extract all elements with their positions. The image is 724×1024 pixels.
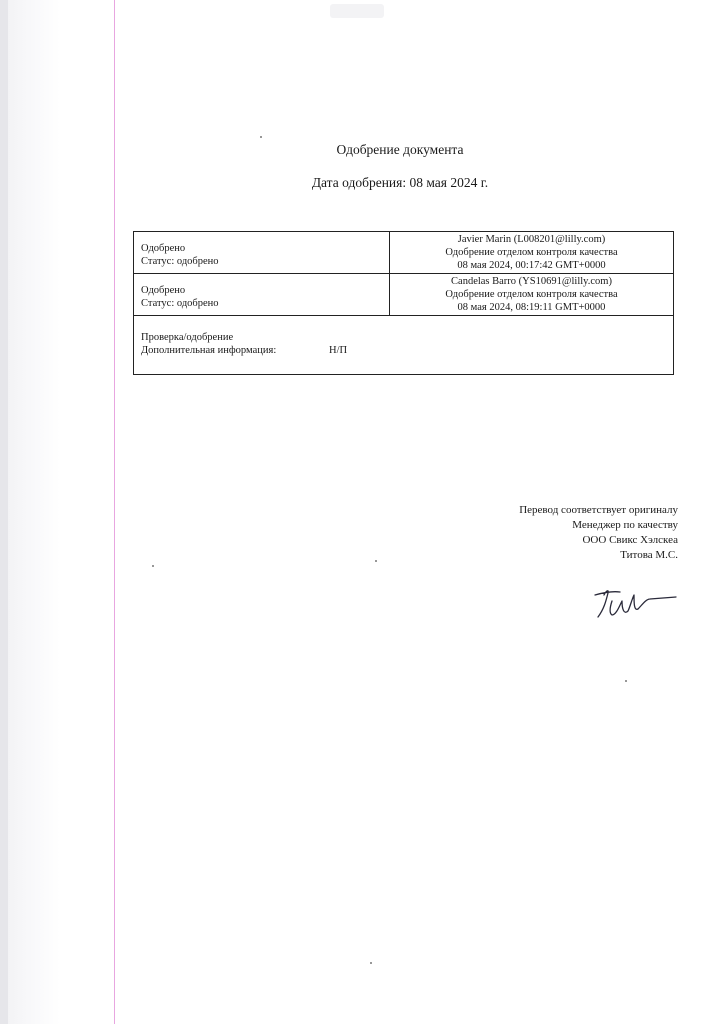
- scan-smudge: [330, 4, 384, 18]
- approver-cell: [390, 232, 673, 273]
- review-label: Проверка/одобрение: [141, 332, 234, 343]
- approval-row: [134, 274, 673, 316]
- approval-status: Статус: одобрено: [141, 298, 219, 309]
- additional-info-value: Н/П: [329, 345, 348, 356]
- scan-speck: [152, 565, 154, 567]
- translation-note-line: Перевод соответствует оригиналу: [519, 504, 678, 516]
- approval-timestamp: 08 мая 2024, 00:17:42 GMT+0000: [457, 260, 606, 271]
- handwritten-signature: [592, 585, 682, 625]
- approval-status-cell: [134, 232, 390, 273]
- document-title: Одобрение документа: [336, 142, 464, 157]
- translator-name: Титова М.С.: [620, 549, 678, 561]
- approval-row: [134, 232, 673, 274]
- approval-table: [133, 231, 674, 375]
- translation-note-line: ООО Свикс Хэлскеа: [582, 534, 678, 546]
- approver-name: Candelas Barro (YS10691@lilly.com): [451, 276, 612, 287]
- approver-role: Одобрение отделом контроля качества: [445, 247, 618, 258]
- translation-note-line: Менеджер по качеству: [572, 519, 678, 531]
- approval-label: Одобрено: [141, 243, 186, 254]
- approval-label: Одобрено: [141, 285, 186, 296]
- approver-name: Javier Marin (L008201@lilly.com): [457, 234, 606, 245]
- approver-role: Одобрение отделом контроля качества: [445, 289, 618, 300]
- additional-info-line: [141, 344, 673, 357]
- approval-status: Статус: одобрено: [141, 256, 219, 267]
- additional-info-label: Дополнительная информация:: [141, 345, 277, 356]
- scan-speck: [625, 680, 627, 682]
- approval-date: Дата одобрения: 08 мая 2024 г.: [311, 175, 489, 190]
- approver-cell: [390, 274, 673, 315]
- approval-timestamp: 08 мая 2024, 08:19:11 GMT+0000: [457, 302, 606, 313]
- approval-status-cell: [134, 274, 390, 315]
- translation-certification: [519, 503, 678, 563]
- review-row: [134, 316, 673, 374]
- scan-speck: [260, 136, 262, 138]
- scan-speck: [370, 962, 372, 964]
- scan-speck: [375, 560, 377, 562]
